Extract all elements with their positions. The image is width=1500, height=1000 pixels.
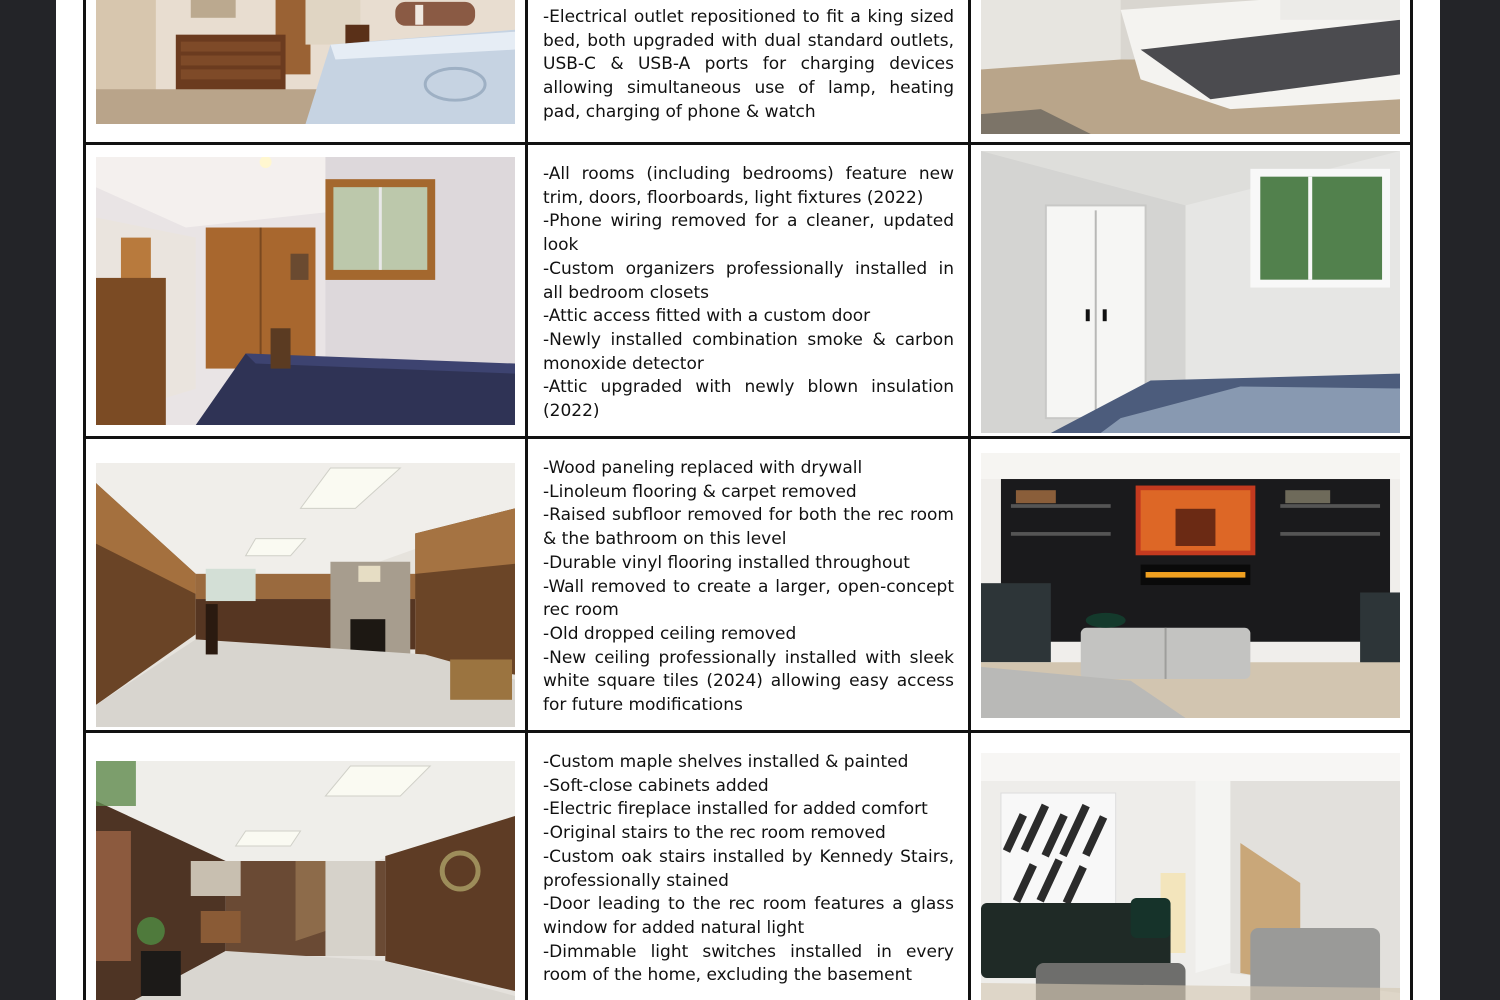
before-photo — [96, 157, 515, 425]
bedroom-after-photo — [981, 0, 1400, 134]
renovation-notes — [543, 751, 954, 988]
renovation-note: -New ceiling professionally installed with sleek white square tiles (2024) allowing easy access for future modifications — [543, 647, 954, 716]
renovation-note: -Old dropped ceiling removed — [543, 623, 797, 644]
renovation-note: -Soft-close cabinets added — [543, 775, 769, 796]
before-photo — [96, 761, 515, 1000]
renovation-note: -Custom organizers professionally installed in all bedroom closets — [543, 258, 954, 303]
description-cell — [528, 145, 971, 436]
before-cell — [86, 439, 528, 730]
renovation-note: -Wall removed to create a larger, open-concept rec room — [543, 576, 954, 621]
description-cell — [528, 733, 971, 1000]
renovation-note: -Newly installed combination smoke & carbon monoxide detector — [543, 329, 954, 374]
renovation-notes — [543, 163, 954, 424]
renovation-note: -Phone wiring removed for a cleaner, updated look — [543, 211, 954, 256]
bedroom-before-photo — [96, 157, 515, 425]
renovation-note: -Electrical outlet repositioned to fit a king sized bed, both upgraded with dual standard outlets, USB-C & USB-A ports for charging devices allowing simultaneous use of lamp, heating pad, charging of phone & watch — [543, 7, 954, 122]
renovation-note: -Electric fireplace installed for added comfort — [543, 799, 928, 820]
table-row — [83, 145, 1413, 439]
bedroom-before-photo — [96, 0, 515, 124]
description-cell — [528, 0, 971, 142]
table-row — [83, 733, 1413, 1000]
renovation-note: -Attic upgraded with newly blown insulation (2022) — [543, 377, 954, 422]
renovation-note: -All rooms (including bedrooms) feature new trim, doors, floorboards, light fixtures (2022) — [543, 164, 954, 208]
before-photo — [96, 0, 515, 124]
renovation-note: -Custom oak stairs installed by Kennedy Stairs, professionally stained — [543, 846, 954, 891]
renovation-note: -Custom maple shelves installed & painted — [543, 752, 909, 772]
bedroom-after-photo — [981, 151, 1400, 433]
rec-room-before-photo — [96, 761, 515, 1000]
rec-room-before-photo — [96, 463, 515, 727]
document-page — [56, 0, 1440, 1000]
before-cell — [86, 145, 528, 436]
table-row — [83, 439, 1413, 733]
rec-room-after-photo — [981, 453, 1400, 718]
after-cell — [971, 733, 1410, 1000]
renovation-note: -Door leading to the rec room features a glass window for added natural light — [543, 894, 954, 938]
before-photo — [96, 463, 515, 727]
after-cell — [971, 145, 1410, 436]
renovation-notes — [543, 457, 954, 718]
before-cell — [86, 0, 528, 142]
renovation-note: -Linoleum flooring & carpet removed — [543, 481, 857, 502]
before-cell — [86, 733, 528, 1000]
after-photo — [981, 0, 1400, 134]
after-photo — [981, 753, 1400, 1000]
renovation-notes — [543, 6, 954, 125]
table-row — [83, 0, 1413, 145]
renovation-note: -Raised subfloor removed for both the rec room & the bathroom on this level — [543, 505, 954, 550]
after-photo — [981, 151, 1400, 433]
after-photo — [981, 453, 1400, 718]
after-cell — [971, 439, 1410, 730]
renovation-note: -Wood paneling replaced with drywall — [543, 458, 863, 478]
renovation-note: -Original stairs to the rec room removed — [543, 823, 886, 844]
renovation-note: -Attic access fitted with a custom door — [543, 306, 871, 327]
description-cell — [528, 439, 971, 730]
rec-room-after-photo — [981, 753, 1400, 1000]
renovation-note: -Durable vinyl flooring installed throughout — [543, 552, 910, 573]
renovation-note: -Dimmable light switches installed in every room of the home, excluding the basement — [543, 941, 954, 986]
after-cell — [971, 0, 1410, 142]
